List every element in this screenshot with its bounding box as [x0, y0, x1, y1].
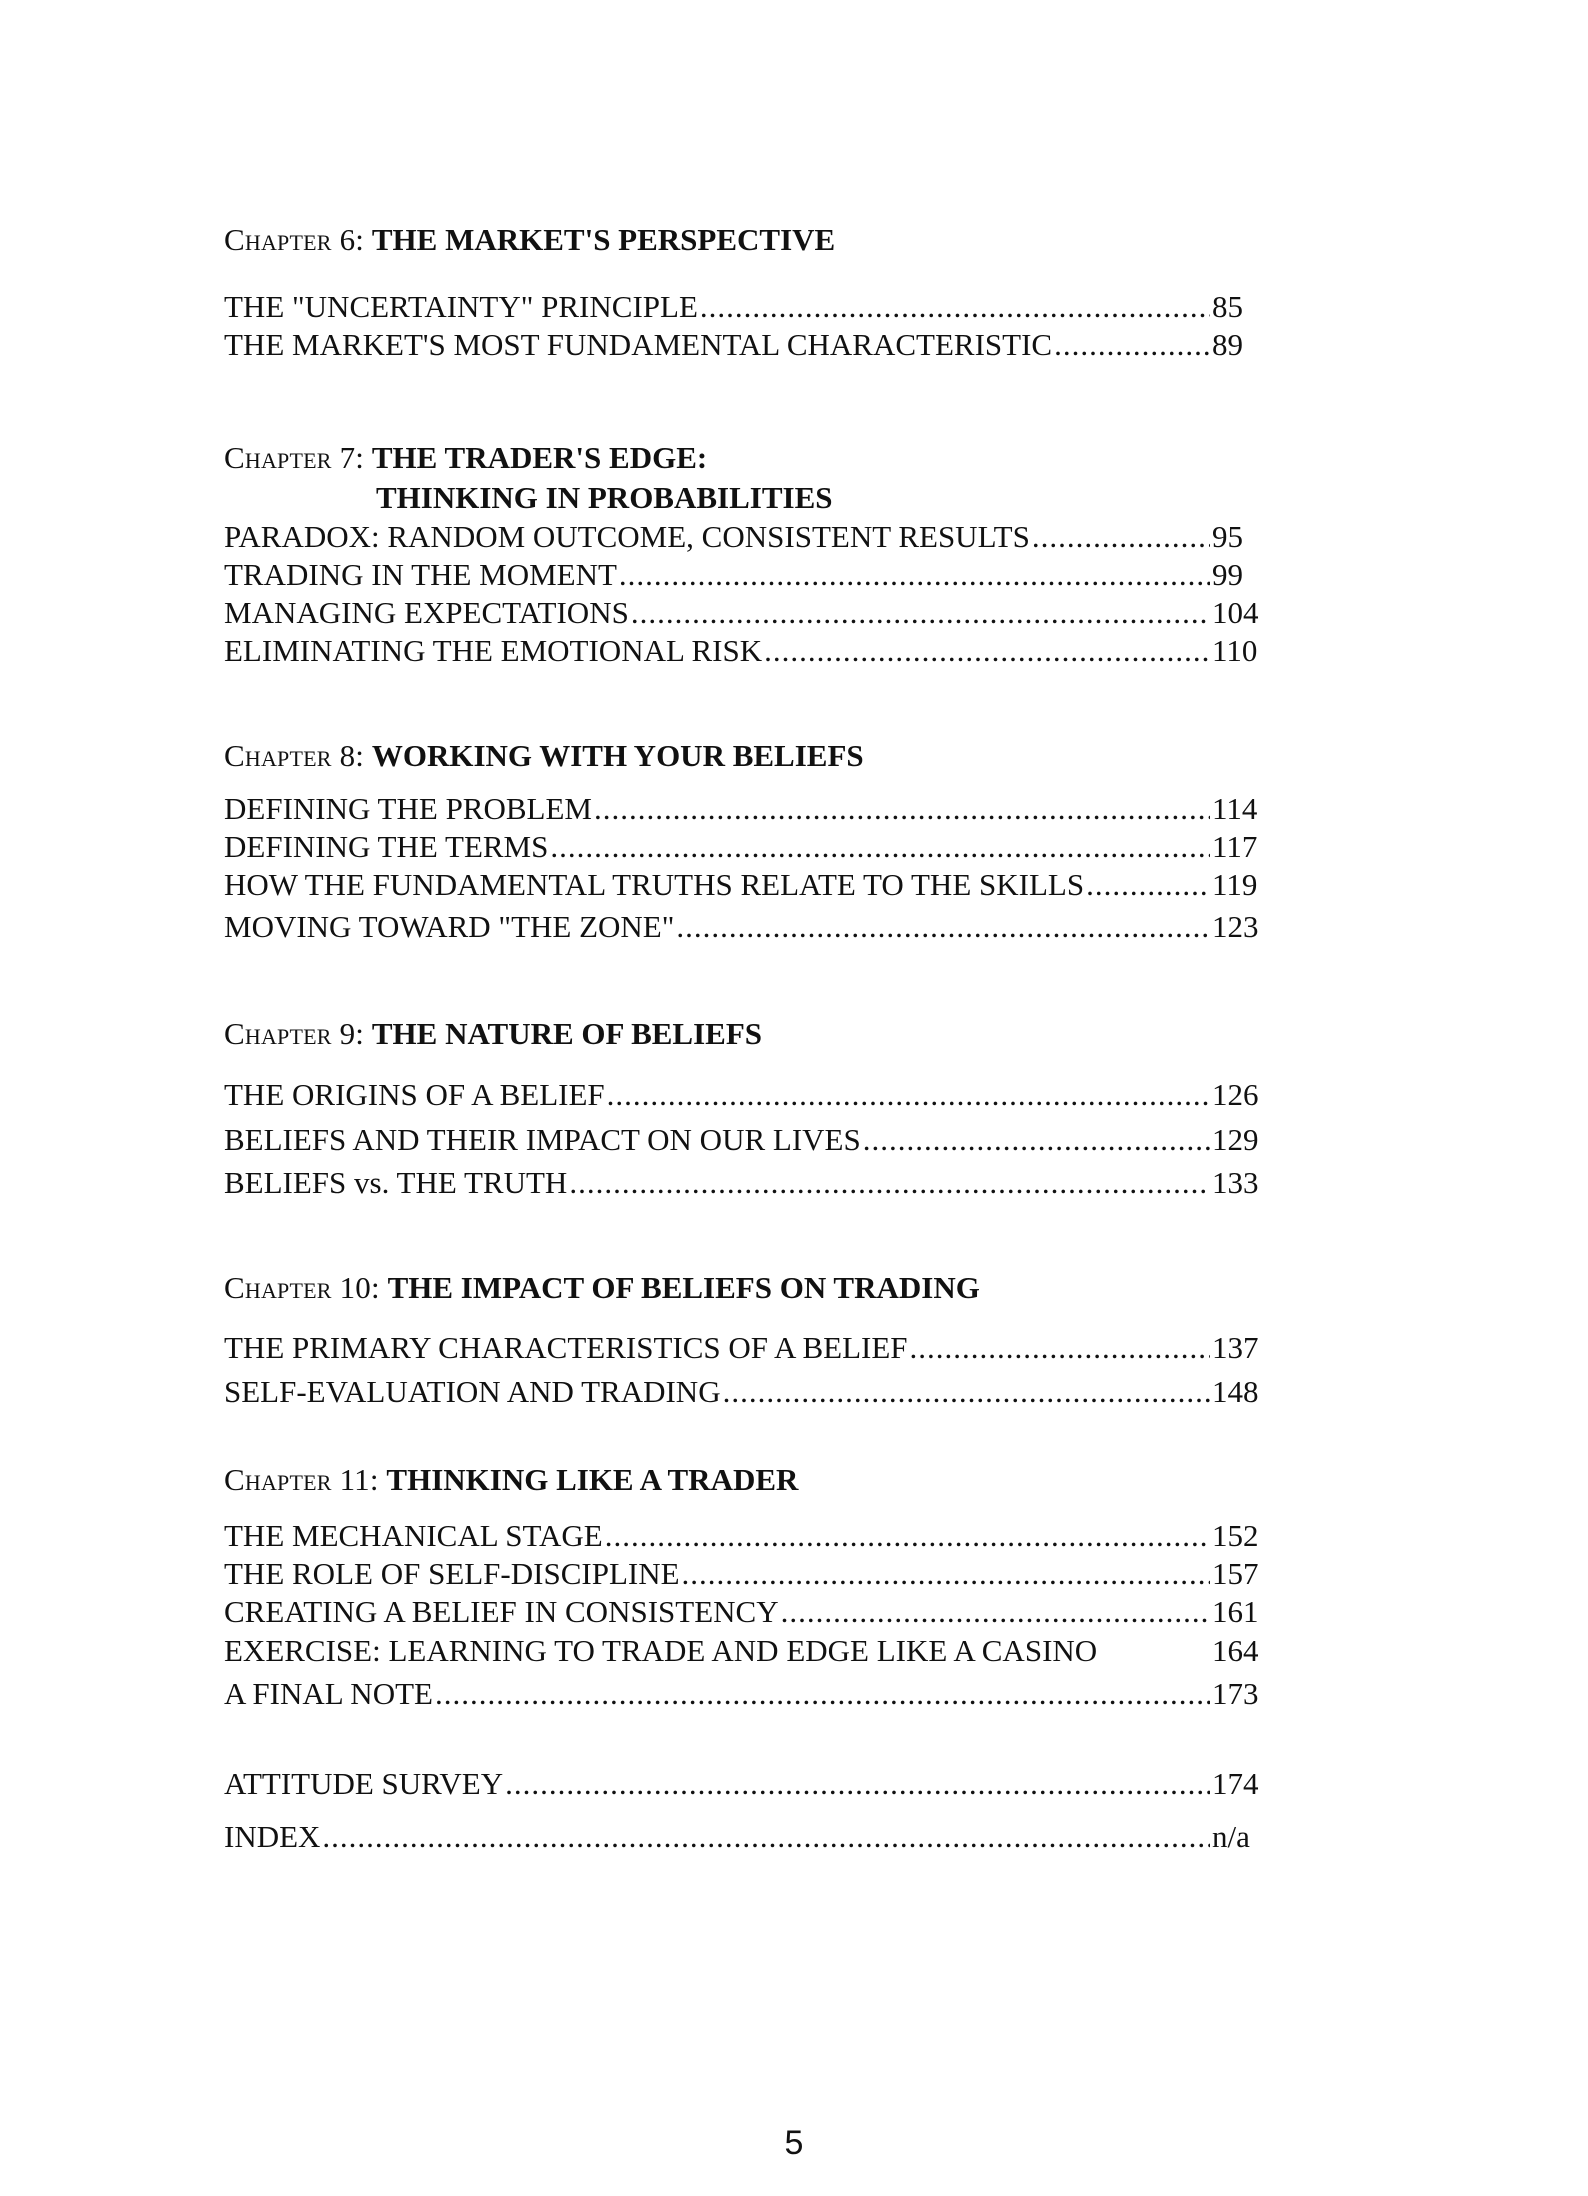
dot-leader: [322, 1818, 1210, 1856]
entry-title: DEFINING THE TERMS: [224, 829, 549, 864]
toc-entry-index[interactable]: [224, 1818, 1264, 1856]
toc-entry[interactable]: [224, 556, 1264, 594]
dot-leader: [723, 1373, 1210, 1411]
chapter-label: Chapter 11:: [224, 1462, 379, 1497]
dot-leader: [550, 828, 1210, 866]
entry-page-number: 174: [1212, 1766, 1259, 1801]
entry-title: INDEX: [224, 1819, 321, 1854]
toc-entry[interactable]: [224, 1164, 1264, 1202]
entry-title: THE ORIGINS OF A BELIEF: [224, 1077, 605, 1112]
entry-title: DEFINING THE PROBLEM: [224, 791, 592, 826]
toc-entry[interactable]: [224, 326, 1264, 364]
dot-leader: [910, 1329, 1210, 1367]
entry-page-number: 164: [1212, 1633, 1259, 1668]
entry-title: ATTITUDE SURVEY: [224, 1766, 504, 1801]
chapter-title: THE MARKET'S PERSPECTIVE: [371, 222, 836, 257]
entry-page-number: 157: [1212, 1556, 1259, 1591]
entry-page-number: 152: [1212, 1518, 1259, 1553]
dot-leader: [700, 288, 1210, 326]
chapter-heading: [224, 736, 1264, 776]
entry-title: MOVING TOWARD "THE ZONE": [224, 909, 675, 944]
chapter-title: THE NATURE OF BELIEFS: [371, 1016, 763, 1051]
entry-title: BELIEFS AND THEIR IMPACT ON OUR LIVES: [224, 1122, 861, 1157]
toc-entry[interactable]: [224, 1517, 1264, 1555]
dot-leader: [594, 790, 1210, 828]
dot-leader: [435, 1675, 1210, 1713]
chapter-label: Chapter 8:: [224, 738, 365, 773]
entry-page-number: 95: [1212, 519, 1243, 554]
dot-leader: [863, 1121, 1210, 1159]
toc-entry[interactable]: [224, 1675, 1264, 1713]
entry-title: EXERCISE: LEARNING TO TRADE AND EDGE LIKE A CASINO: [224, 1633, 1098, 1668]
chapter-heading: [224, 1014, 1264, 1054]
entry-title: ELIMINATING THE EMOTIONAL RISK: [224, 633, 763, 668]
entry-title: THE MARKET'S MOST FUNDAMENTAL CHARACTERISTIC: [224, 327, 1053, 362]
chapter-title: THINKING LIKE A TRADER: [386, 1462, 799, 1497]
entry-title: MANAGING EXPECTATIONS: [224, 595, 629, 630]
chapter-7: [224, 438, 1264, 518]
entry-page-number: 148: [1212, 1374, 1259, 1409]
chapter-title: THE TRADER'S EDGE:: [371, 440, 708, 475]
dot-leader: [631, 594, 1210, 632]
chapter-11: [224, 1460, 1264, 1500]
toc-entry[interactable]: [224, 1076, 1264, 1114]
dot-leader: [607, 1076, 1210, 1114]
entry-title: A FINAL NOTE: [224, 1676, 433, 1711]
chapter-label: Chapter 10:: [224, 1270, 380, 1305]
entry-title: HOW THE FUNDAMENTAL TRUTHS RELATE TO THE SKILLS: [224, 867, 1085, 902]
entry-page-number: 89: [1212, 327, 1243, 362]
entry-title: THE "UNCERTAINTY" PRINCIPLE: [224, 289, 698, 324]
dot-leader: [1032, 518, 1210, 556]
chapter-heading: [224, 220, 1264, 260]
entry-page-number: 126: [1212, 1077, 1259, 1112]
chapter-label: Chapter 6:: [224, 222, 365, 257]
chapter-9: [224, 1014, 1264, 1054]
chapter-title: THE IMPACT OF BELIEFS ON TRADING: [387, 1270, 980, 1305]
toc-entry[interactable]: [224, 632, 1264, 670]
entry-title: THE MECHANICAL STAGE: [224, 1518, 603, 1553]
dot-leader: [505, 1765, 1210, 1803]
entry-page-number: 85: [1212, 289, 1243, 324]
page-number: 5: [784, 2124, 804, 2162]
entry-page-number: 129: [1212, 1122, 1259, 1157]
chapter-8: [224, 736, 1264, 776]
chapter-heading: [224, 1268, 1264, 1308]
dot-leader: [569, 1164, 1210, 1202]
chapter-subtitle: THINKING IN PROBABILITIES: [376, 480, 833, 515]
entry-page-number: 99: [1212, 557, 1243, 592]
toc-entry[interactable]: [224, 1593, 1264, 1631]
chapter-label: Chapter 9:: [224, 1016, 365, 1051]
chapter-10: [224, 1268, 1264, 1308]
chapter-heading: [224, 1460, 1264, 1500]
entry-page-number: 161: [1212, 1594, 1259, 1629]
chapter-6: [224, 220, 1264, 260]
entry-page-number: 117: [1212, 829, 1258, 864]
entry-title: PARADOX: RANDOM OUTCOME, CONSISTENT RESULTS: [224, 519, 1030, 554]
toc-entry[interactable]: [224, 518, 1264, 556]
entry-page-number: 137: [1212, 1330, 1259, 1365]
toc-entry[interactable]: [224, 288, 1264, 326]
dot-leader: [764, 632, 1210, 670]
dot-leader: [1054, 326, 1210, 364]
dot-leader: [781, 1593, 1210, 1631]
dot-leader: [619, 556, 1210, 594]
toc-entry[interactable]: [224, 594, 1264, 632]
entry-page-number: 110: [1212, 633, 1258, 668]
entry-page-number: n/a: [1212, 1819, 1250, 1854]
chapter-label: Chapter 7:: [224, 440, 365, 475]
toc-entry[interactable]: [224, 866, 1264, 904]
toc-entry[interactable]: [224, 1632, 1264, 1670]
entry-page-number: 123: [1212, 909, 1259, 944]
entry-page-number: 119: [1212, 867, 1258, 902]
entry-page-number: 104: [1212, 595, 1259, 630]
toc-entry[interactable]: [224, 790, 1264, 828]
dot-leader: [605, 1517, 1210, 1555]
entry-title: THE ROLE OF SELF-DISCIPLINE: [224, 1556, 680, 1591]
chapter-heading: [224, 438, 1264, 518]
chapter-title: WORKING WITH YOUR BELIEFS: [371, 738, 864, 773]
entry-title: TRADING IN THE MOMENT: [224, 557, 617, 592]
entry-title: THE PRIMARY CHARACTERISTICS OF A BELIEF: [224, 1330, 908, 1365]
dot-leader: [1086, 866, 1210, 904]
toc-entry[interactable]: [224, 828, 1264, 866]
entry-page-number: 173: [1212, 1676, 1259, 1711]
entry-page-number: 114: [1212, 791, 1258, 826]
toc-entry[interactable]: [224, 1555, 1264, 1593]
toc-entry[interactable]: [224, 908, 1264, 946]
dot-leader: [676, 908, 1210, 946]
dot-leader: [682, 1555, 1210, 1593]
toc-entry[interactable]: [224, 1373, 1264, 1411]
toc-entry-attitude-survey[interactable]: [224, 1765, 1264, 1803]
toc-entry[interactable]: [224, 1121, 1264, 1159]
entry-title: BELIEFS vs. THE TRUTH: [224, 1165, 568, 1200]
entry-page-number: 133: [1212, 1165, 1259, 1200]
entry-title: CREATING A BELIEF IN CONSISTENCY: [224, 1594, 779, 1629]
toc-entry[interactable]: [224, 1329, 1264, 1367]
entry-title: SELF-EVALUATION AND TRADING: [224, 1374, 721, 1409]
